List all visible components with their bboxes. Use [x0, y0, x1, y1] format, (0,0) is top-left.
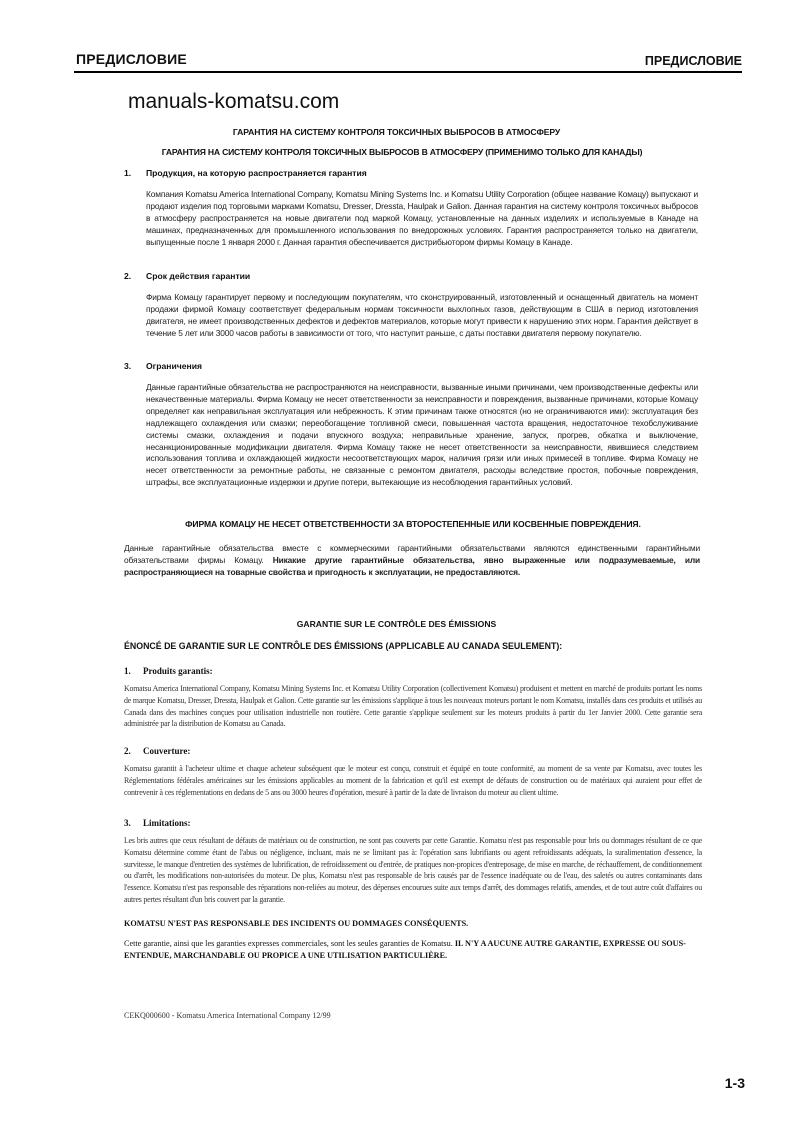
fr-closing	[124, 938, 704, 963]
ru-item-1-heading: Продукция, на которую распространяется гарантия	[146, 168, 367, 178]
fr-item-1-text: Komatsu America International Company, Komatsu Mining Systems Inc. et Komatsu Utility Corporation (collectivement Komatsu) produisent et mettent en marché de produits portant les noms de marque Komatsu, Dresser, Dressta, Haulpak et Galion. Cette garantie sur les émissions s'applique à tous les nouveaux moteurs portant le nom Komatsu, installés dans ces produits et utilisés au Canada dans des machines conçues pour utilisation industrielle non routière. Cette garantie s'applique seulement sur les moteurs produits à partir du 1er Janvier 2000. Cette garantie sera administrée par la distribution de Komatsu au Canada.	[124, 684, 702, 729]
fr-disclaimer: KOMATSU N'EST PAS RESPONSABLE DES INCIDENTS OU DOMMAGES CONSÉQUENTS.	[124, 919, 469, 928]
ru-warranty-title: ГАРАНТИЯ НА СИСТЕМУ КОНТРОЛЯ ТОКСИЧНЫХ ВЫБРОСОВ В АТМОСФЕРУ	[232, 127, 561, 137]
ru-item-1-number: 1.	[124, 168, 132, 178]
fr-closing-plain: Cette garantie, ainsi que les garanties expresses commerciales, sont les seules garanties de Komatsu.	[124, 939, 453, 948]
header-title-right: ПРЕДИСЛОВИЕ	[644, 54, 742, 68]
fr-item-2-heading: Couverture:	[143, 746, 191, 756]
fr-item-2-text: Komatsu garantit à l'acheteur ultime et chaque acheteur subséquent que le moteur est conçu, construit et équipé en toute conformité, au moment de sa vente par Komatsu, avec toutes les Réglementations fédérales américaines sur les émissions applicables au moment de la fabrication et qu'il est exempt de défauts de construction ou de matériaux qui auraient pour effet de contrevenir à ces réglementations en dedans de 5 ans ou 3000 heures d'opération, mesuré à partir de la date de livraison du moteur au client ultime.	[124, 764, 702, 797]
ru-closing	[124, 543, 700, 579]
fr-item-1-heading: Produits garantis:	[143, 666, 213, 676]
fr-item-3-number: 3.	[124, 818, 131, 828]
fr-warranty-subtitle: ÉNONCÉ DE GARANTIE SUR LE CONTRÔLE DES ÉMISSIONS (APPLICABLE AU CANADA SEULEMENT):	[124, 641, 563, 651]
fr-item-3-heading: Limitations:	[143, 818, 191, 828]
header-title-left: ПРЕДИСЛОВИЕ	[76, 51, 187, 67]
page-header	[74, 51, 742, 73]
document-code: CEKQ000600 - Komatsu America International Company 12/99	[124, 1011, 331, 1020]
fr-item-1-number: 1.	[124, 666, 131, 676]
ru-item-3-text: Данные гарантийные обязательства не распространяются на неисправности, вызванные иными причинами, чем производственные дефекты или некачественные материалы. Фирма Комацу не несет ответственности за неисправности и повреждения, вызванные причинами, которые Комацу определяет как неправильная эксплуатация или небрежность. К этим причинам также относятся (но не ограничиваются ими): эксплуатация без надлежащего охлаждения или смазки; переобогащение топливной смеси, повышенная частота вращения, недостаточное техобслуживание системы смазки, охлаждения и подачи впускного воздуха; неправильные хранение, запуск, прогрев, обкатка и выключение, несанкционированные модификации двигателя. Фирма Комацу также не несет ответственности за неисправности, явившиеся следствием использования топлива и охлаждающей жидкости несоответствующих марок, наличия грязи или иных примесей в топливе. Фирма Комацу не несет ответственности за ремонтные работы, не связанные с ремонтом двигателя, расходы вследствие простоя, побочные повреждения, штрафы, все эксплуатационные издержки и другие потери, вытекающие из несоблюдения гарантийных условий.	[146, 382, 698, 488]
fr-item-3-text: Les bris autres que ceux résultant de défauts de matériaux ou de construction, ne sont pas couverts par cette Garantie. Komatsu n'est pas responsable pour bris ou dommages résultant de ce que Komatsu détermine comme étant de l'abus ou négligence, incluant, mais ne se limitant pas à: l'opération sans lubrifiants ou agent refroidissants adéquats, la suralimentation d'essence, la survitesse, le manque d'entretien des systèmes de lubrification, de refroidissement ou d'entrée, de pratiques non-propices d'entreposage, de mise en marche, de réchauffement, de conditionnement ou d'arrêt, les modifications non-autorisées du moteur. De plus, Komatsu n'est pas responsable de bris causés par de l'essence inadéquate ou de l'eau, des saletés ou autres contaminants dans l'essence. Komatsu n'est pas responsable des réparations non-reliées au moteur, des dépenses encourues suite aux temps d'arrêt, des dommages relatifs, amendes, et de tout autre coût d'affaires ou autres pertes résultant d'un bris couvert par la garantie.	[124, 836, 702, 904]
page-number: 1-3	[724, 1075, 745, 1091]
ru-disclaimer: ФИРМА КОМАЦУ НЕ НЕСЕТ ОТВЕТСТВЕННОСТИ ЗА ВТОРОСТЕПЕННЫЕ ИЛИ КОСВЕННЫЕ ПОВРЕЖДЕНИЯ.	[185, 519, 641, 529]
ru-item-2-heading: Срок действия гарантии	[146, 271, 251, 281]
ru-item-3-heading: Ограничения	[146, 361, 203, 371]
ru-item-2-number: 2.	[124, 271, 132, 281]
ru-item-2-text: Фирма Комацу гарантирует первому и последующим покупателям, что сконструированный, изготовленный и оснащенный двигатель на момент продажи фирмой Комацу соответствует федеральным нормам токсичности выхлопных газов, действующим в США в период изготовления двигателя, не имеет производственных дефектов и дефектов материалов, которые могут привести к нарушению этих норм. Гарантия действует в течение 5 лет или 3000 часов работы в зависимости от того, что наступит раньше, с даты поставки двигателя первому покупателю.	[146, 292, 698, 338]
watermark: manuals-komatsu.com	[128, 90, 340, 113]
ru-closing-bold: Никакие другие гарантийные обязательства, явно выраженные или подразумеваемые, или распространяющиеся на товарные свойства и пригодность к эксплуатации, не предоставляются.	[124, 554, 700, 577]
fr-closing-bold: IL N'Y A AUCUNE AUTRE GARANTIE, EXPRESSE OU SOUS-ENTENDUE, MARCHANDABLE OU PROPICE A UNE UTILISATION PARTICULIÈRE.	[124, 939, 686, 961]
ru-warranty-subtitle: ГАРАНТИЯ НА СИСТЕМУ КОНТРОЛЯ ТОКСИЧНЫХ ВЫБРОСОВ В АТМОСФЕРУ (ПРИМЕНИМО ТОЛЬКО ДЛЯ КАНАДЫ)	[161, 147, 643, 157]
ru-item-3-number: 3.	[124, 361, 132, 371]
ru-item-1-text: Компания Komatsu America International Company, Komatsu Mining Systems Inc. и Komatsu Utility Corporation (общее название Комацу) выпускают и продают изделия под торговыми марками Komatsu, Dresser, Dressta, Haulpak и Galion. Данная гарантия на систему контроля токсичных выбросов в атмосферу распространяется на новые двигатели под маркой Комацу, установленные на данных изделиях и используемые в Канаде на машинах, предназначенных для промышленного использования по внедорожных условиях. Гарантия распространяется только на двигатели, выпущенные после 1 января 2000 г. Данная гарантия обеспечивается дистрибьютором фирмы Комацу в Канаде.	[146, 189, 698, 247]
fr-item-2-number: 2.	[124, 746, 131, 756]
fr-warranty-title: GARANTIE SUR LE CONTRÔLE DES ÉMISSIONS	[296, 619, 497, 629]
ru-closing-plain: Данные гарантийные обязательства вместе с коммерческими гарантийными обязательствами являются единственными гарантийными обязательствами фирмы Комацу.	[124, 543, 700, 565]
